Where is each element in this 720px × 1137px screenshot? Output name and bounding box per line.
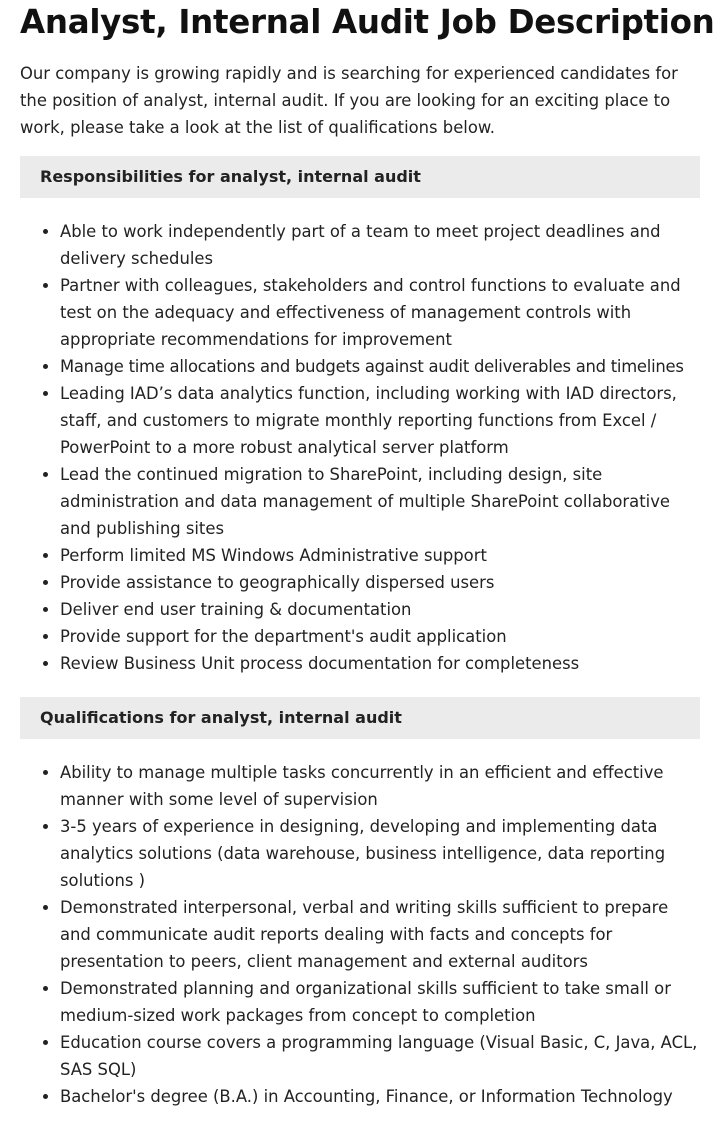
list-item: • Partner with colleagues, stakeholders and control functions to evaluate and test on the adequacy and effectiveness of management controls with appropriate recommendations for improvement xyxy=(60,272,700,353)
qualifications-list xyxy=(20,759,700,1110)
responsibilities-section xyxy=(20,156,700,677)
list-item: • Leading IAD’s data analytics function, including working with IAD directors, staff, and customers to migrate monthly reporting functions from Excel / PowerPoint to a more robust analytical server platform xyxy=(60,380,700,461)
list-item: • Bachelor's degree (B.A.) in Accounting, Finance, or Information Technology xyxy=(60,1083,700,1110)
list-item: • Ability to manage multiple tasks concurrently in an efficient and effective manner with some level of supervision xyxy=(60,759,700,813)
list-item: • Demonstrated planning and organizational skills sufficient to take small or medium-sized work packages from concept to completion xyxy=(60,975,700,1029)
page-title: Analyst, Internal Audit Job Description xyxy=(20,3,715,41)
responsibilities-list xyxy=(20,218,700,677)
qualifications-heading: Qualifications for analyst, internal audit xyxy=(20,697,700,739)
list-item: • Perform limited MS Windows Administrative support xyxy=(60,542,700,569)
responsibilities-heading: Responsibilities for analyst, internal audit xyxy=(20,156,700,198)
list-item: • Lead the continued migration to SharePoint, including design, site administration and data management of multiple SharePoint collaborative and publishing sites xyxy=(60,461,700,542)
list-item: • Manage time allocations and budgets against audit deliverables and timelines xyxy=(60,353,700,380)
list-item: • Review Business Unit process documentation for completeness xyxy=(60,650,700,677)
intro-paragraph: Our company is growing rapidly and is searching for experienced candidates for the position of analyst, internal audit. If you are looking for an exciting place to work, please take a look at the list of qualifications below. xyxy=(20,64,678,137)
list-item: • 3-5 years of experience in designing, developing and implementing data analytics solutions (data warehouse, business intelligence, data reporting solutions ) xyxy=(60,813,700,894)
qualifications-section xyxy=(20,697,700,1110)
list-item: • Deliver end user training & documentation xyxy=(60,596,700,623)
list-item: • Demonstrated interpersonal, verbal and writing skills sufficient to prepare and communicate audit reports dealing with facts and concepts for presentation to peers, client management and external auditors xyxy=(60,894,700,975)
list-item: • Education course covers a programming language (Visual Basic, C, Java, ACL, SAS SQL) xyxy=(60,1029,700,1083)
list-item: • Provide assistance to geographically dispersed users xyxy=(60,569,700,596)
list-item: • Provide support for the department's audit application xyxy=(60,623,700,650)
list-item: • Able to work independently part of a team to meet project deadlines and delivery schedules xyxy=(60,218,700,272)
